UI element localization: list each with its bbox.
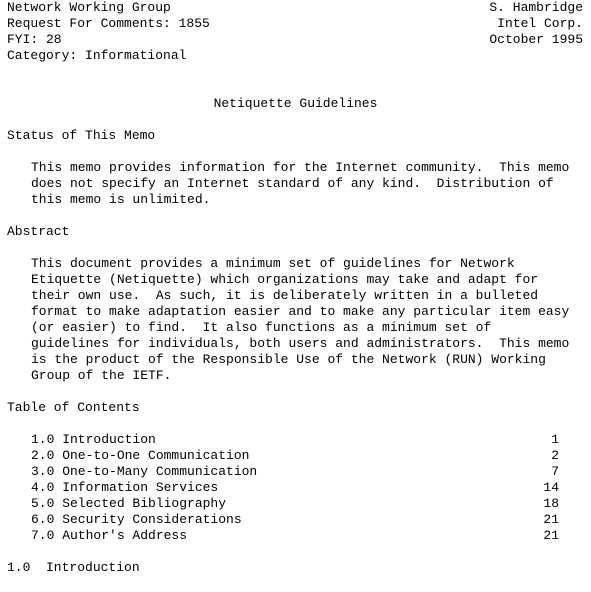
toc-entry-title: 6.0 Security Considerations: [31, 512, 242, 527]
abstract-line: (or easier) to find. It also functions as a minimum set of: [31, 320, 492, 335]
header-author: S. Hambridge: [489, 0, 583, 15]
abstract-line: Etiquette (Netiquette) which organizations may take and adapt for: [31, 272, 539, 287]
toc-entry-one-to-one[interactable]: [31, 448, 559, 464]
status-line: does not specify an Internet standard of any kind. Distribution of: [31, 176, 554, 191]
section-heading-introduction: 1.0 Introduction: [7, 560, 140, 575]
status-line: this memo is unlimited.: [31, 192, 211, 207]
toc-entry-page: 2: [551, 448, 559, 463]
abstract-line: is the product of the Responsible Use of the Network (RUN) Working: [31, 352, 546, 367]
toc-entry-title: 4.0 Information Services: [31, 480, 219, 495]
status-line: This memo provides information for the Internet community. This memo: [31, 160, 570, 175]
header-organization: Intel Corp.: [497, 16, 583, 31]
toc-entry-one-to-many[interactable]: [31, 464, 559, 480]
toc-entry-authors-address[interactable]: [31, 528, 559, 544]
toc-entry-page: 14: [543, 480, 559, 495]
toc-entry-page: 7: [551, 464, 559, 479]
toc-entry-page: 21: [543, 512, 559, 527]
status-heading: Status of This Memo: [7, 128, 156, 143]
header-date: October 1995: [489, 32, 583, 47]
toc-entry-title: 3.0 One-to-Many Communication: [31, 464, 258, 479]
toc-entry-page: 1: [551, 432, 559, 447]
toc-entry-title: 5.0 Selected Bibliography: [31, 496, 227, 511]
toc-entry-page: 18: [543, 496, 559, 511]
abstract-line: This document provides a minimum set of guidelines for Network: [31, 256, 515, 271]
abstract-line: guidelines for individuals, both users and administrators. This memo: [31, 336, 570, 351]
abstract-line: their own use. As such, it is deliberately written in a bulleted: [31, 288, 539, 303]
toc-entry-introduction[interactable]: [31, 432, 559, 448]
header-fyi: FYI: 28: [7, 32, 62, 47]
toc-heading: Table of Contents: [7, 400, 140, 415]
toc-entry-title: 1.0 Introduction: [31, 432, 156, 447]
abstract-line: format to make adaptation easier and to make any particular item easy: [31, 304, 570, 319]
toc-entry-information-services[interactable]: [31, 480, 559, 496]
document-title: Netiquette Guidelines: [213, 96, 378, 111]
toc-entry-title: 7.0 Author's Address: [31, 528, 188, 543]
toc-entry-bibliography[interactable]: [31, 496, 559, 512]
toc-entry-title: 2.0 One-to-One Communication: [31, 448, 250, 463]
toc-entry-security[interactable]: [31, 512, 559, 528]
header-category: Category: Informational: [7, 48, 187, 63]
abstract-heading: Abstract: [7, 224, 70, 239]
header-rfc-number: Request For Comments: 1855: [7, 16, 210, 31]
toc-entry-page: 21: [543, 528, 559, 543]
header-group: Network Working Group: [7, 0, 171, 15]
abstract-line: Group of the IETF.: [31, 368, 172, 383]
